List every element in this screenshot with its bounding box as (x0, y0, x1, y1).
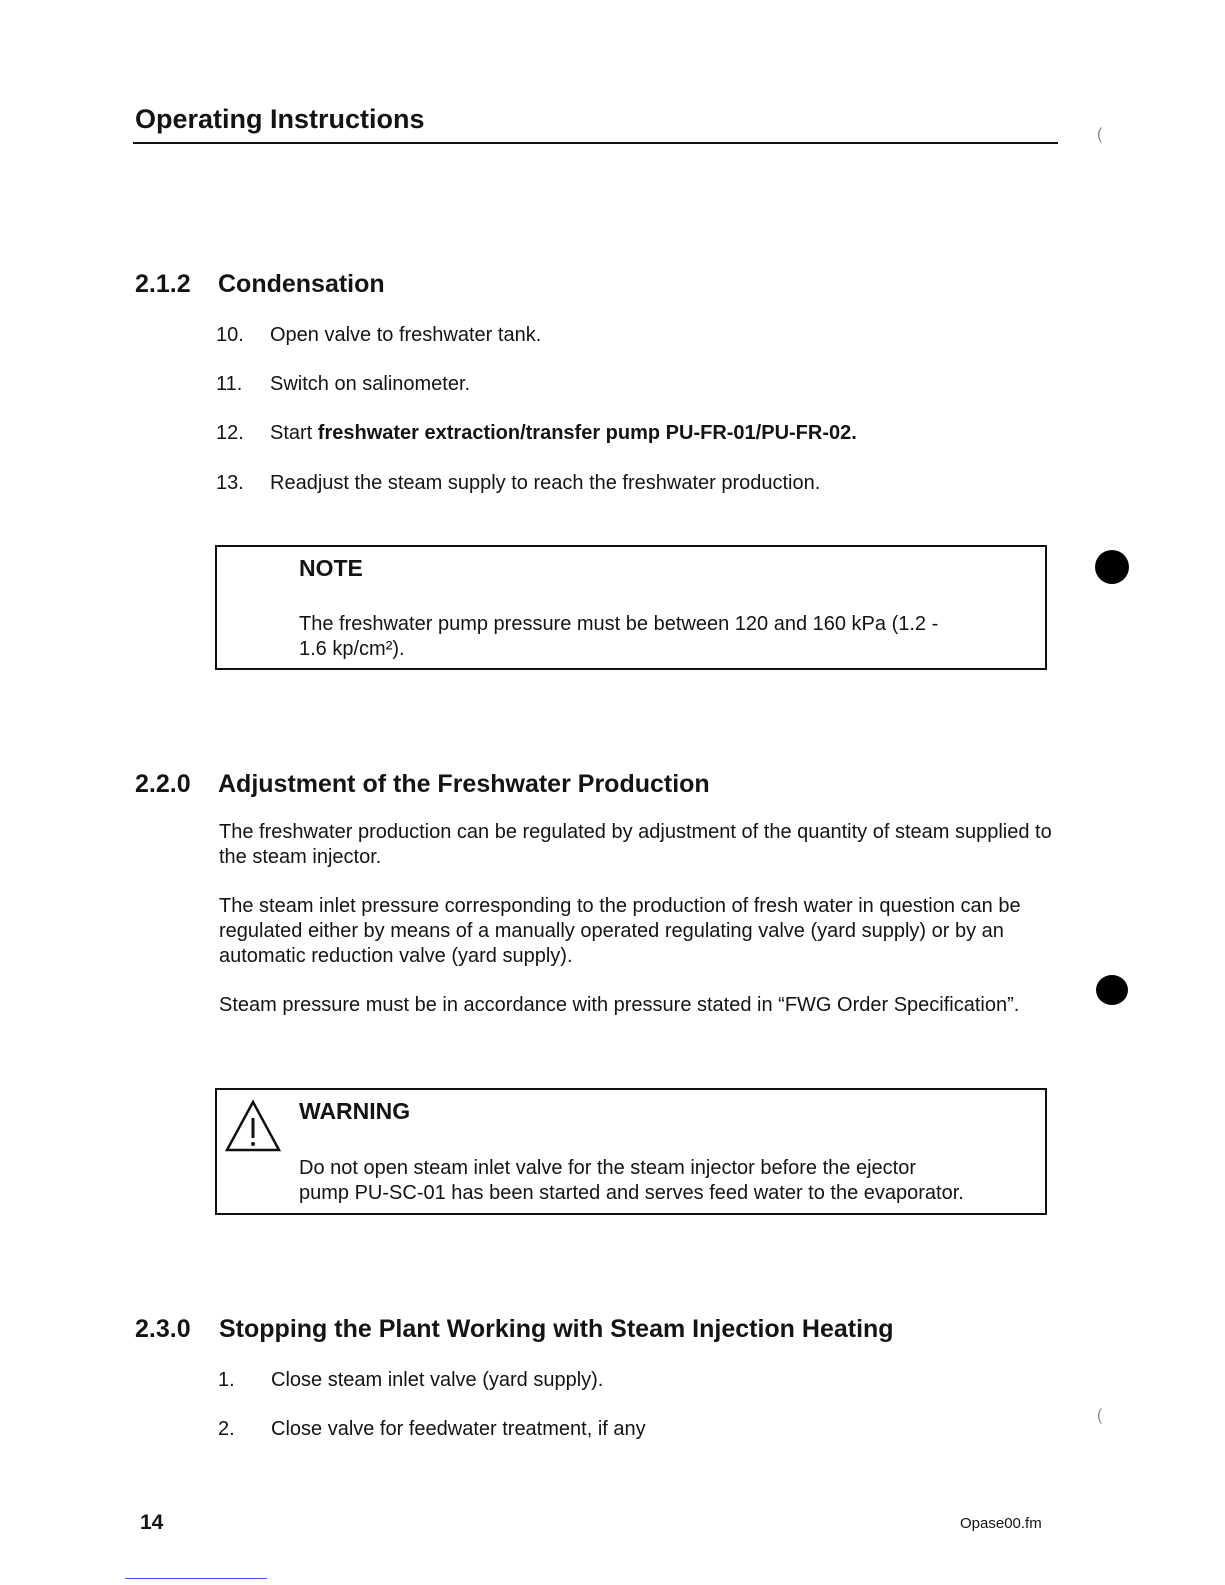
page-header-title: Operating Instructions (135, 104, 425, 134)
step-number: 1. (218, 1369, 235, 1391)
step-text: Switch on salinometer. (270, 373, 471, 395)
punch-hole-mark (1096, 975, 1128, 1005)
section-title-stopping: Stopping the Plant Working with Steam Injection Heating (219, 1315, 894, 1343)
paragraph: Steam pressure must be in accordance with pressure stated in “FWG Order Specification”. (219, 994, 1020, 1016)
paragraph: The steam inlet pressure corresponding to the production of fresh water in question can be regulated either by means of a manually operated regulating valve (yard supply) or by an automatic reduction valve (yard supply). (219, 895, 1021, 967)
note-box (215, 545, 1047, 670)
step-number: 10. (216, 324, 244, 346)
note-text-line-2: 1.6 kp/cm²). (299, 638, 405, 660)
header-rule (133, 142, 1058, 144)
step-text: Open valve to freshwater tank. (270, 324, 542, 346)
step-text-prefix: Start (270, 422, 318, 444)
section-number-2-2-0: 2.2.0 (135, 770, 191, 798)
pump-name: freshwater extraction/transfer pump PU-FR-01/PU-FR-02. (317, 422, 857, 444)
step-text: Close valve for feedwater treatment, if any (271, 1418, 646, 1440)
step-text (270, 422, 857, 445)
step-number: 12. (216, 422, 244, 444)
warning-text-line-2: pump PU-SC-01 has been started and serves feed water to the evaporator. (299, 1182, 964, 1204)
punch-hole-mark (1095, 550, 1129, 584)
margin-mark: ( (1097, 126, 1103, 143)
section-number-2-1-2: 2.1.2 (135, 270, 191, 298)
step-text: Close steam inlet valve (yard supply). (271, 1369, 604, 1391)
warning-text-line-1: Do not open steam inlet valve for the steam injector before the ejector (299, 1157, 917, 1179)
step-number: 2. (218, 1418, 235, 1440)
step-number: 11. (216, 373, 243, 395)
margin-mark: ( (1097, 1407, 1103, 1424)
note-heading: NOTE (299, 555, 363, 581)
section-title-adjustment: Adjustment of the Freshwater Production (218, 770, 710, 798)
warning-box (215, 1088, 1047, 1215)
warning-heading: WARNING (299, 1098, 411, 1124)
source-filename: Opase00.fm (960, 1515, 1042, 1532)
page-number: 14 (140, 1511, 164, 1534)
section-number-2-3-0: 2.3.0 (135, 1315, 191, 1343)
step-number: 13. (216, 472, 244, 494)
warning-triangle-icon (223, 1098, 283, 1154)
note-text-line-1: The freshwater pump pressure must be between 120 and 160 kPa (1.2 - (299, 613, 939, 635)
section-title-condensation: Condensation (218, 270, 385, 298)
paragraph: The freshwater production can be regulated by adjustment of the quantity of steam supplied to the steam injector. (219, 821, 1052, 868)
step-text: Readjust the steam supply to reach the freshwater production. (270, 472, 821, 494)
footer-underline (125, 1578, 267, 1579)
